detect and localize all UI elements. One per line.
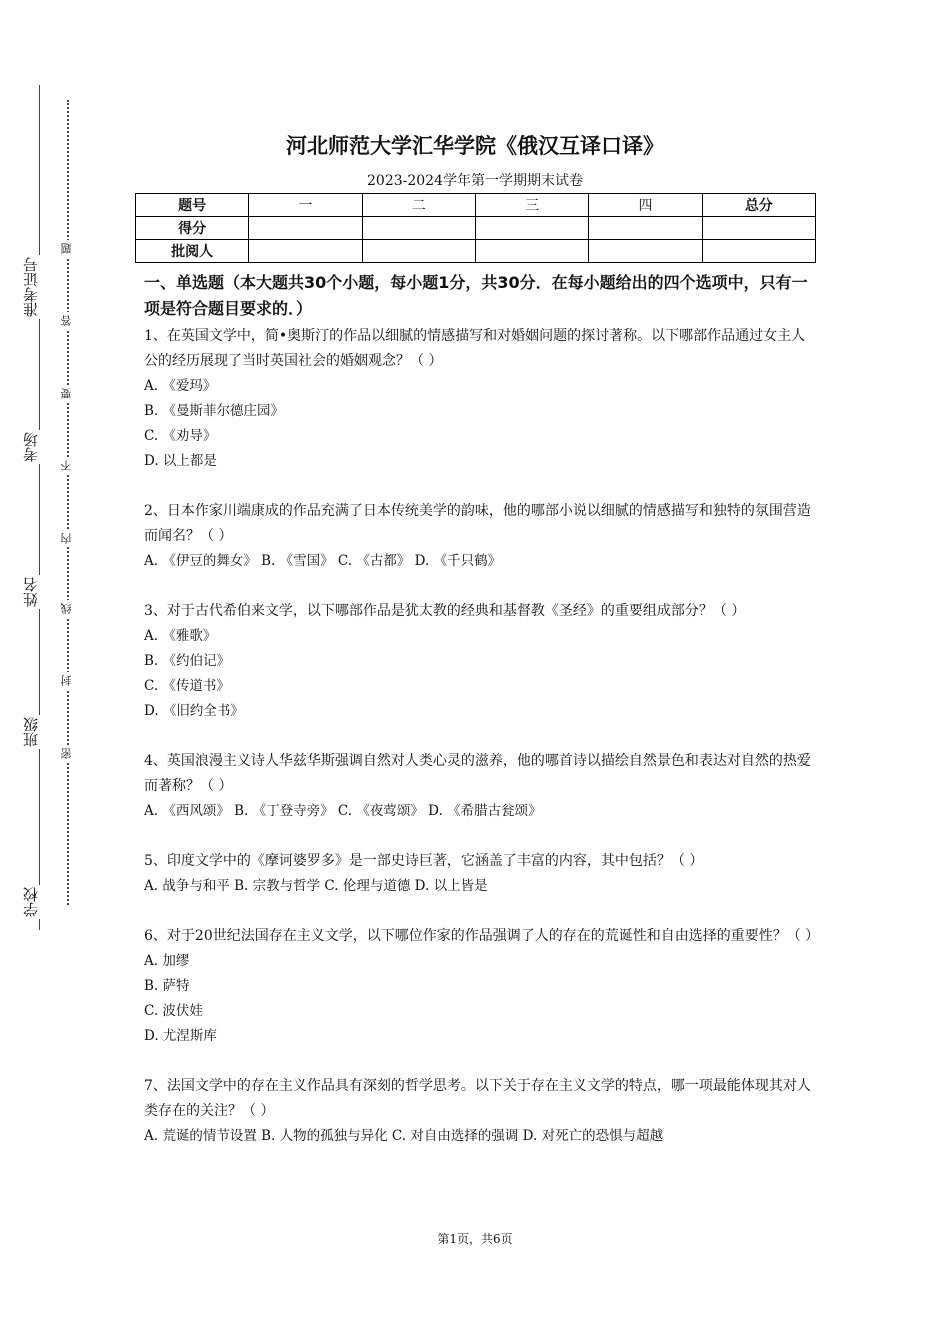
score-cell	[702, 240, 815, 263]
option-a: A. 加缪	[144, 953, 190, 969]
page-footer: 第1页，共6页	[437, 1232, 513, 1246]
score-cell	[589, 240, 702, 263]
score-table-header: 总分	[702, 194, 815, 217]
question-2	[144, 499, 816, 574]
option-d: D. 尤涅斯库	[144, 1028, 217, 1044]
seal-char: 内	[57, 530, 77, 547]
option-c: C. 波伏娃	[144, 1003, 203, 1019]
score-table-header: 二	[362, 194, 475, 217]
seal-char: 密	[57, 745, 77, 762]
question-6	[144, 924, 820, 1049]
question-7	[144, 1074, 816, 1149]
score-cell	[249, 217, 362, 240]
option-a: A. 《雅歌》	[144, 628, 217, 644]
name-field: 姓名	[16, 575, 46, 609]
binding-solid-line	[39, 85, 40, 930]
options-line: A. 《西风颂》 B. 《丁登寺旁》 C. 《夜莺颂》 D. 《希腊古瓮颂》	[144, 803, 542, 819]
question-3	[144, 599, 816, 724]
seal-char: 要	[57, 385, 77, 402]
exam-number-field: 准考证号	[16, 255, 46, 319]
score-row-label: 批阅人	[136, 240, 249, 263]
seal-char: 题	[57, 240, 77, 257]
exam-title: 河北师范大学汇华学院《俄汉互译口译》	[286, 134, 664, 158]
score-cell	[589, 217, 702, 240]
options-line: A. 荒诞的情节设置 B. 人物的孤独与异化 C. 对自由选择的强调 D. 对死亡的恐惧与超越	[144, 1128, 664, 1144]
binding-margin	[0, 0, 100, 1344]
score-table-row	[136, 240, 816, 263]
class-field: 班级	[16, 715, 46, 749]
option-b: B. 《约伯记》	[144, 653, 231, 669]
options-line: A. 《伊豆的舞女》 B. 《雪国》 C. 《古都》 D. 《千只鹤》	[144, 553, 502, 569]
score-cell	[475, 217, 588, 240]
question-stem: 7、法国文学中的存在主义作品具有深刻的哲学思考。以下关于存在主义文学的特点，哪一项最能体现其对人类存在的关注？（ ）	[144, 1078, 811, 1119]
score-table	[135, 193, 816, 263]
question-content	[144, 270, 820, 1174]
option-b: B. 《曼斯菲尔德庄园》	[144, 403, 285, 419]
question-4	[144, 749, 816, 824]
options-line: A. 战争与和平 B. 宗教与哲学 C. 伦理与道德 D. 以上皆是	[144, 878, 488, 894]
question-stem: 3、对于古代希伯来文学，以下哪部作品是犹太教的经典和基督教《圣经》的重要组成部分？（ ）	[144, 603, 746, 619]
question-1	[144, 324, 816, 474]
option-a: A. 《爱玛》	[144, 378, 217, 394]
score-cell	[362, 240, 475, 263]
seal-char: 答	[57, 312, 77, 329]
seal-char: 线	[57, 600, 77, 617]
score-table-header: 题号	[136, 194, 249, 217]
question-stem: 1、在英国文学中，简•奥斯汀的作品以细腻的情感描写和对婚姻问题的探讨著称。以下哪部作品通过女主人公的经历展现了当时英国社会的婚姻观念？（ ）	[144, 328, 806, 369]
option-d: D. 以上都是	[144, 453, 217, 469]
score-cell	[702, 217, 815, 240]
seal-dotted-line	[67, 100, 69, 905]
option-b: B. 萨特	[144, 978, 190, 994]
section-heading: 一、单选题（本大题共30个小题，每小题1分，共30分．在每小题给出的四个选项中，只有一项是符合题目要求的．）	[144, 273, 808, 318]
option-c: C. 《传道书》	[144, 678, 230, 694]
question-stem: 6、对于20世纪法国存在主义文学，以下哪位作家的作品强调了人的存在的荒诞性和自由选择的重要性？（ ）	[144, 928, 820, 944]
exam-subtitle: 2023-2024学年第一学期期末试卷	[367, 173, 583, 189]
question-stem: 4、英国浪漫主义诗人华兹华斯强调自然对人类心灵的滋养，他的哪首诗以描绘自然景色和表达对自然的热爱而著称？（ ）	[144, 753, 811, 794]
exam-room-field: 考场	[16, 430, 46, 464]
score-table-header-row	[136, 194, 816, 217]
score-table-row	[136, 217, 816, 240]
score-table-header: 一	[249, 194, 362, 217]
option-c: C. 《劝导》	[144, 428, 217, 444]
question-5	[144, 849, 816, 899]
question-stem: 2、日本作家川端康成的作品充满了日本传统美学的韵味，他的哪部小说以细腻的情感描写和独特的氛围营造而闻名？（ ）	[144, 503, 811, 544]
option-d: D. 《旧约全书》	[144, 703, 244, 719]
score-cell	[362, 217, 475, 240]
score-cell	[475, 240, 588, 263]
score-row-label: 得分	[136, 217, 249, 240]
score-cell	[249, 240, 362, 263]
score-table-header: 三	[475, 194, 588, 217]
school-field: 学校	[16, 885, 46, 919]
seal-char: 封	[57, 672, 77, 689]
seal-char: 不	[57, 457, 77, 474]
score-table-header: 四	[589, 194, 702, 217]
question-stem: 5、印度文学中的《摩诃婆罗多》是一部史诗巨著，它涵盖了丰富的内容，其中包括？（ ）	[144, 853, 704, 869]
